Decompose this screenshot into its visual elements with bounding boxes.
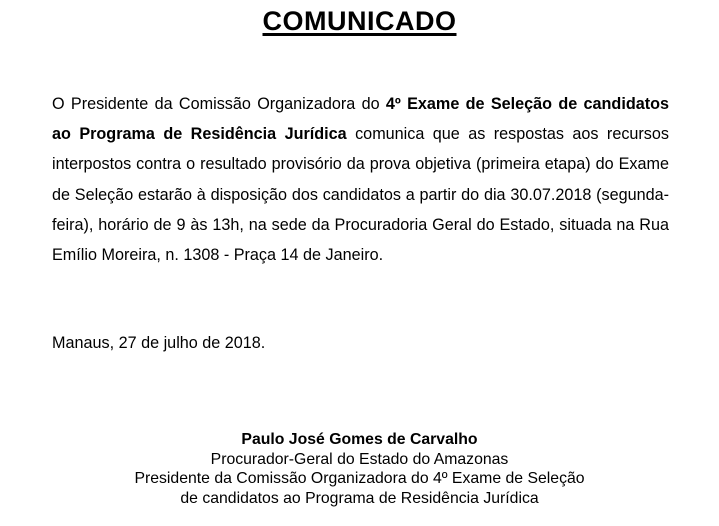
signatory-role: Procurador-Geral do Estado do Amazonas xyxy=(210,450,509,468)
announcement-body xyxy=(52,89,669,270)
body-text-exam-name: 4º Exame de Seleção de candidatos ao Programa de Residência Jurídica xyxy=(52,95,669,144)
signatory-name: Paulo José Gomes de Carvalho xyxy=(241,431,478,448)
signatory-position-line-2: de candidatos ao Programa de Residência Jurídica xyxy=(180,489,539,507)
body-text-part2: comunica que as respostas aos recursos interpostos contra o resultado provisório da prova objetiva (primeira etapa) do Exame de Seleção estarão à disposição dos candidatos a partir do dia 30.07.2018 (segunda-feira), horário de 9 às 13h, na sede da Procuradoria Geral do Estado, situada na Rua Emílio Moreira, n. 1308 - Praça 14 de Janeiro. xyxy=(52,125,669,265)
date-line: Manaus, 27 de julho de 2018. xyxy=(52,334,266,352)
signature-block xyxy=(0,430,719,508)
document-title: COMUNICADO xyxy=(262,6,457,36)
signatory-position-line-1: Presidente da Comissão Organizadora do 4º Exame de Seleção xyxy=(134,470,585,487)
body-text-part1: O Presidente da Comissão Organizadora do xyxy=(52,95,386,113)
